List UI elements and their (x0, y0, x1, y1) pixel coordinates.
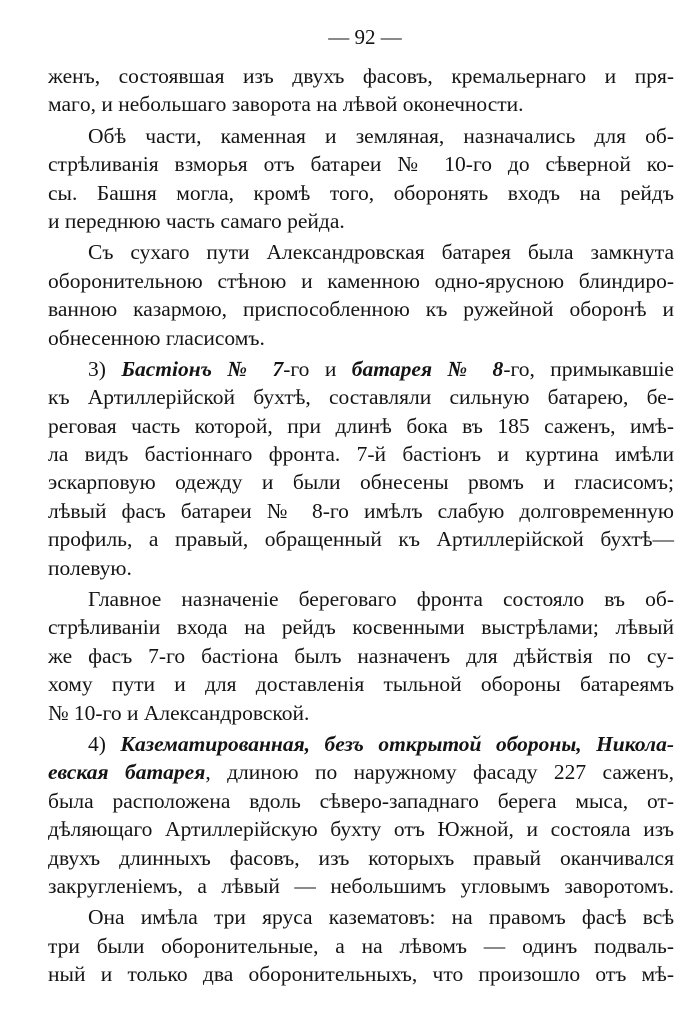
text-line (48, 815, 674, 843)
text-run: стрѣливаніи входа на рейдъ косвенными выстрѣлами; лѣвый (48, 615, 674, 640)
italic-text-run: батарея № 8 (351, 356, 504, 381)
text-line (48, 554, 674, 582)
text-run: Съ сухаго пути Александровская батарея была замкнута (88, 240, 674, 265)
text-line (48, 295, 674, 323)
text-run: Обѣ части, каменная и земляная, назначались для об- (88, 123, 674, 148)
text-line (48, 440, 674, 468)
text-line (48, 670, 674, 698)
text-run: ванною казармою, приспособленною къ ружейной оборонѣ и (48, 297, 674, 322)
text-run: 4) (88, 731, 121, 756)
paragraph (48, 62, 674, 119)
text-run: закругленіемъ, а лѣвый — небольшимъ угловымъ заворотомъ. (48, 873, 674, 898)
paragraph (48, 238, 674, 352)
text-run: -го, примыкавшіе (503, 356, 674, 381)
text-run: дѣляющаго Артиллерійскую бухту отъ Южной, и состояла изъ (48, 817, 674, 842)
text-run: ный и только два оборонительныхъ, что произошло отъ мѣ- (48, 962, 674, 987)
text-line (48, 613, 674, 641)
text-run: магo, и небольшаго заворота на лѣвой оконечности. (48, 92, 524, 117)
text-line (48, 932, 674, 960)
text-line (48, 355, 674, 383)
text-run: же фасъ 7-го бастіона былъ назначенъ для дѣйствія по су- (48, 643, 674, 668)
text-line (48, 787, 674, 815)
text-line (48, 872, 674, 900)
text-run: Главное назначеніе береговаго фронта состояло въ об- (88, 587, 674, 612)
text-run: ла видъ бастіоннаго фронта. 7-й бастіонъ и куртина имѣли (48, 442, 674, 467)
body-text (48, 62, 674, 989)
text-line (48, 903, 674, 931)
text-line (48, 585, 674, 613)
text-run: двухъ длинныхъ фасовъ, изъ которыхъ правый оканчивался (48, 845, 674, 870)
text-line (48, 62, 674, 90)
text-run: стрѣливанія взморья отъ батареи № 10-го до сѣверной ко- (48, 152, 674, 177)
text-line (48, 122, 674, 150)
text-line (48, 267, 674, 295)
text-run: полевую. (48, 555, 132, 580)
page-number: — 92 — (328, 25, 402, 49)
italic-text-run: Казематированная, безъ открытой обороны, Никола- (120, 731, 674, 756)
italic-text-run: Бастіонъ № 7 (121, 356, 284, 381)
paragraph (48, 122, 674, 236)
text-line (48, 758, 674, 786)
text-run: № 10-го и Александровской. (48, 700, 310, 725)
paragraph (48, 730, 674, 900)
paragraph (48, 585, 674, 727)
text-run: оборонительною стѣною и каменною одно-ярусною блиндиро- (48, 268, 674, 293)
text-line (48, 383, 674, 411)
text-line (48, 90, 674, 118)
text-run: женъ, состоявшая изъ двухъ фасовъ, кремальернаго и пря- (48, 64, 674, 88)
text-run: была расположена вдоль сѣверо-западнаго берега мыса, от- (48, 788, 674, 813)
text-line (48, 497, 674, 525)
text-run: сы. Башня могла, кромѣ того, оборонять входъ на рейдъ (48, 180, 674, 205)
paragraph (48, 903, 674, 988)
text-line (48, 642, 674, 670)
text-line (48, 207, 674, 235)
text-line (48, 179, 674, 207)
text-line (48, 238, 674, 266)
text-run: 3) (88, 356, 122, 381)
text-run: профиль, а правый, обращенный къ Артиллерійской бухтѣ— (48, 527, 674, 552)
text-run: -го и (283, 356, 352, 381)
text-line (48, 699, 674, 727)
text-run: реговая часть которой, при длинѣ бока въ 185 саженъ, имѣ- (48, 413, 674, 438)
text-run: лѣвый фасъ батареи № 8-го имѣлъ слабую долговременную (48, 498, 674, 523)
paragraph (48, 355, 674, 582)
text-line (48, 412, 674, 440)
text-line (48, 324, 674, 352)
text-line (48, 730, 674, 758)
text-run: обнесенною гласисомъ. (48, 325, 265, 350)
text-line (48, 468, 674, 496)
text-run: , длиною по наружному фасаду 227 саженъ, (205, 760, 674, 785)
text-run: три были оборонительные, а на лѣвомъ — одинъ подваль- (48, 933, 674, 958)
text-line (48, 844, 674, 872)
text-run: хому пути и для доставленія тыльной обороны батареямъ (48, 672, 674, 697)
text-run: Она имѣла три яруса казематовъ: на правомъ фасѣ всѣ (88, 905, 674, 930)
text-line (48, 150, 674, 178)
text-run: и переднюю часть самаго рейда. (48, 208, 345, 233)
text-run: къ Артиллерійской бухтѣ, составляли сильную батарею, бе- (48, 385, 674, 410)
text-run: эскарповую одежду и были обнесены рвомъ и гласисомъ; (48, 470, 674, 495)
text-line (48, 960, 674, 988)
text-line (48, 525, 674, 553)
italic-text-run: евская батарея (48, 760, 206, 785)
